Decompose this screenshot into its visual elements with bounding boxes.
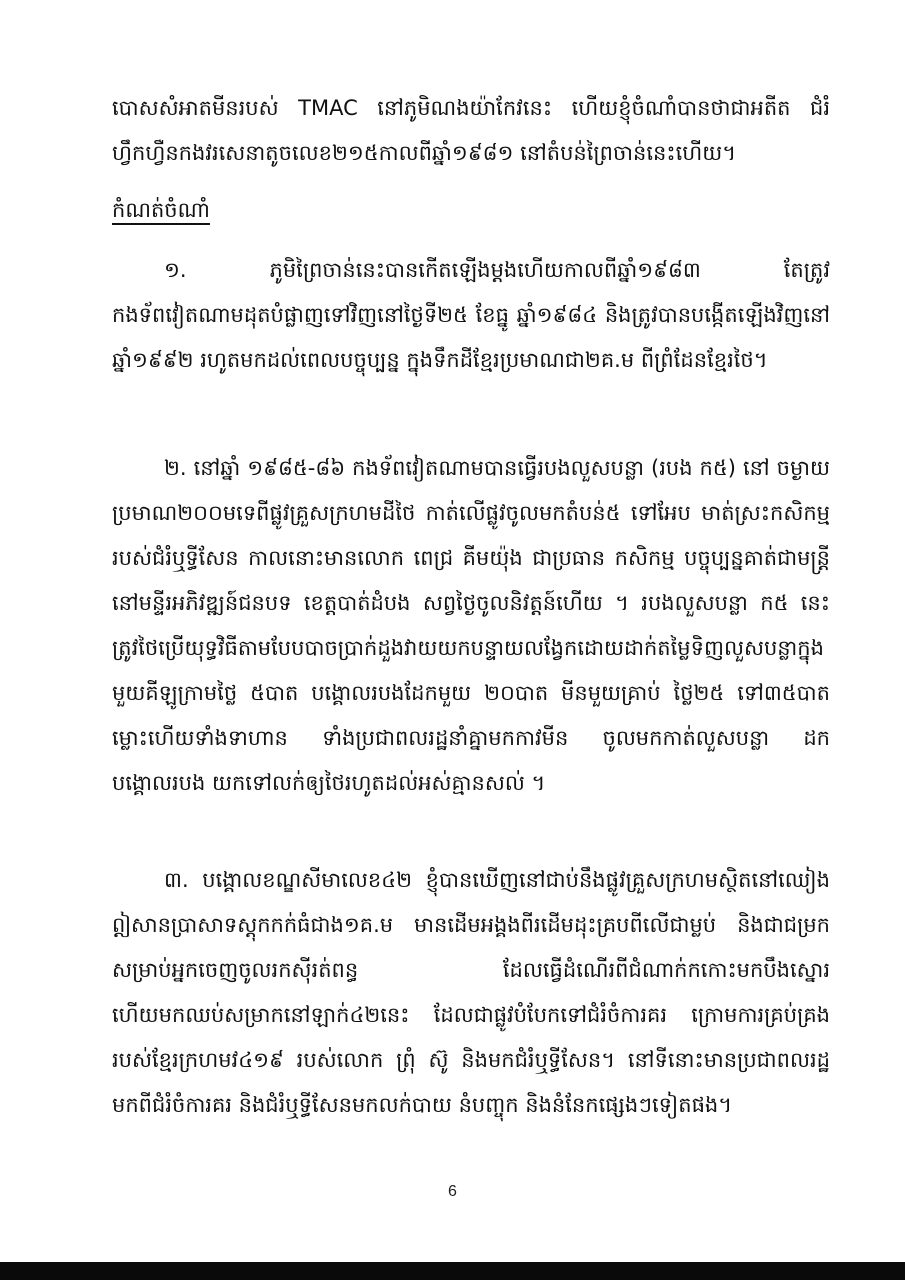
page-number: 6 bbox=[448, 1183, 457, 1200]
intro-paragraph: បោសសំអាតមីនរបស់ TMAC នៅភូមិណងយ៉ាកែវនេះ ហើយខ្ញុំចំណាំបានថាជាអតីត ជំរំហ្វឹកហ្វឺនកងវរសេនាតូចលេខ២១៥កាលពីឆ្នាំ១៩៨១ នៅតំបន់ព្រៃចាន់នេះហើយ។ bbox=[112, 96, 830, 165]
notes-heading: កំណត់ចំណាំ bbox=[112, 198, 210, 222]
note-paragraph-1: ១. ភូមិព្រៃចាន់នេះបានកើតឡើងម្តងហើយកាលពីឆ្នាំ១៩៨៣ តែត្រូវកងទ័ពវៀតណាមដុតបំផ្លាញទៅវិញនៅថ្ងៃទី២៥ ខែធ្នូ ឆ្នាំ១៩៨៤ និងត្រូវបានបង្កើតឡើងវិញនៅឆ្នាំ១៩៩២ រហូតមកដល់ពេលបច្ចុប្បន្ន ក្នុងទឹកដីខ្មែរប្រមាណជា២គ.ម ពីព្រំដែនខ្មែរថៃ។ bbox=[112, 258, 830, 372]
bottom-edge-bar bbox=[0, 1262, 905, 1280]
note-paragraph-3: ៣. បង្គោលខណ្ឌសីមាលេខ៤២ ខ្ញុំបានឃើញនៅជាប់នឹងផ្លូវគ្រួសក្រហមស្ថិតនៅឈៀងឦសានប្រាសាទស្តុកកក់ធំជាង១គ.ម មានដើមអង្គងពីរដើមដុះគ្របពីលើជាម្លប់ និងជាជម្រកសម្រាប់អ្នកចេញចូលរកស៊ីរត់ពន្ធ ដែលធ្វើដំណើរពីជំណាក់កកោះមកបឹងស្នោរ ហើយមកឈប់សម្រាកនៅឡាក់៤២នេះ ដែលជាផ្លូវបំបែកទៅជំរំចំការគរ ក្រោមការគ្រប់គ្រងរបស់ខ្មែរក្រហមវ៤១៩ របស់លោក ព្រុំ ស៊ូ និងមកជំរំឬទ្ធីសែន។ នៅទីនោះមានប្រជាពលរដ្ឋមកពីជំរំចំការគរ និងជំរំឬទ្ធីសែនមកលក់បាយ នំបញ្ចុក និងនំនែកផ្សេងៗទៀតផង។ bbox=[112, 868, 830, 1117]
note-paragraph-2: ២. នៅឆ្នាំ ១៩៨៥-៨៦ កងទ័ពវៀតណាមបានធ្វើរបងលួសបន្លា (របង ក៥) នៅ ចម្ងាយប្រមាណ២០០មទេពីផ្លូវគ្រួសក្រហមដីថៃ កាត់លើផ្លូវចូលមកតំបន់៥ ទៅអែប មាត់ស្រះកសិកម្មរបស់ជំរំឬទ្ធីសែន កាលនោះមានលោក ពេជ្រ គីមយ៉ុង ជាប្រធាន កសិកម្ម បច្ចុប្បន្នគាត់ជាមន្ត្រីនៅមន្ទីរអភិវឌ្ឍន៍ជនបទ ខេត្តបាត់ដំបង សព្វថ្ងៃចូលនិវត្តន៍ហើយ ។ របងលួសបន្លា ក៥ នេះត្រូវថៃប្រើយុទ្ធវិធីតាមបែបបាចប្រាក់ដួងវាយយកបន្ទាយលង្វែកដោយដាក់តម្លៃទិញលួសបន្លាក្នុងមួយគីឡូក្រាមថ្លៃ ៥បាត បង្គោលរបងដែកមួយ ២០បាត មីនមួយគ្រាប់ ថ្លៃ២៥ ទៅ៣៥បាត ម្លោះហើយទាំងទាហាន ទាំងប្រជាពលរដ្ឋនាំគ្នាមកកាវមីន ចូលមកកាត់លួសបន្លា ដកបង្គោលរបង យកទៅលក់ឲ្យថៃរហូតដល់អស់គ្មានសល់ ។ bbox=[112, 456, 830, 795]
